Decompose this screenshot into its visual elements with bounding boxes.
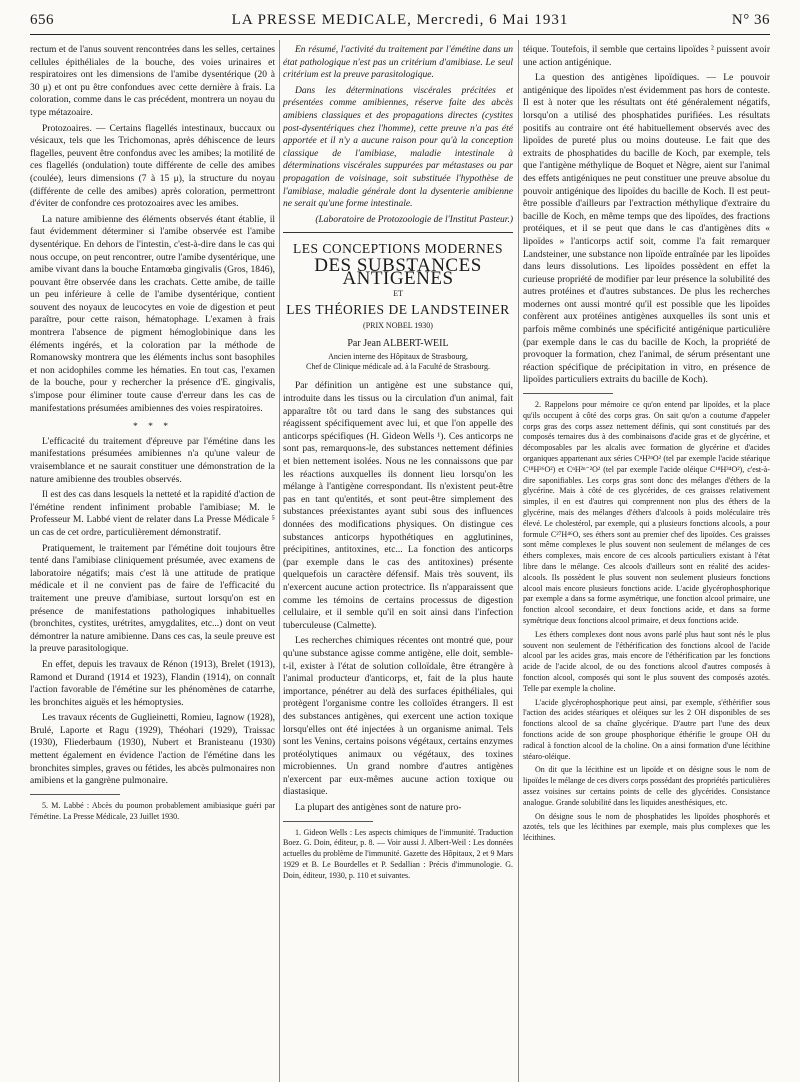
paragraph: téique. Toutefois, il semble que certains lipoïdes ² puissent avoir une action antigénique.: [523, 45, 770, 68]
paragraph: En résumé, l'activité du traitement par l'émétine dans un état pathologique n'est pas un critérium d'amibiase. Le seul critérium est la preuve parasitologique.: [283, 45, 513, 81]
paragraph: Protozoaires. — Certains flagellés intestinaux, buccaux ou vésicaux, tels que les Trichomonas, après déhiscence de leurs flagelles, peuvent être confondus avec les amibes; la motilité de ces flagellés (ondulation) toute différente de celle des amibes (coulée), leurs dimensions (7 à 15 μ), la structure du noyau (différente de celle des amibes) après coloration, permettront d'éviter de confondre ces protozoaires avec les amibes.: [30, 123, 275, 210]
footnote: 5. M. Labbé : Abcès du poumon probablement amibiasique guéri par l'émétine. La Presse Médicale, 23 Juillet 1930.: [30, 800, 275, 821]
author-affiliation: [283, 352, 513, 372]
affiliation-line: Chef de Clinique médicale ad. à la Faculté de Strasbourg.: [305, 362, 491, 372]
article-title-line-3: LES THÉORIES DE LANDSTEINER: [286, 301, 510, 317]
paragraph: Pratiquement, le traitement par l'émétine doit toujours être tenté dans l'amibiase cliniquement présumée, avec examens de laboratoire négatifs; mais c'est là une attitude de pratique médicale et il ne convient pas de faire de l'efficacité du traitement une preuve d'amibiase, surtout lorsqu'on est en présence de manifestations pathologiques inhabituelles (bronchites, cystites, urétrites, amygdalites, etc...) dont on veut démontrer la nature amibienne. Dans ces cas, la seule preuve est la preuve parasitologique.: [30, 543, 275, 655]
article-header: [283, 232, 513, 372]
journal-title: LA PRESSE MEDICALE, Mercredi, 6 Mai 1931: [231, 12, 569, 28]
header-rule: [30, 34, 770, 35]
column-separator: [518, 40, 519, 1082]
paragraph: rectum et de l'anus souvent rencontrées dans les selles, certaines cellules épithéliales de la bouche, des voies urinaires et respiratoires ont les dimensions de l'amibe dysentérique (20 à 30 μ) et ont pu être confondues avec cette dernière à frais. La coloration, comme dans le cas précédent, montrera un noyau du type métazoaire.: [30, 45, 275, 118]
paragraph: L'efficacité du traitement d'épreuve par l'émétine dans les manifestations présumées amibiennes n'a qu'une valeur de vraisemblance et ne saurait constituer une démonstration de la nature amibienne des troubles observés.: [30, 436, 275, 485]
footnote: Les éthers complexes dont nous avons parlé plus haut sont nés le plus souvent non seulement de l'éthérification des fonctions alcool de l'acide alcool par les acides gras, mais encore de l'éthérification par les fonctions acide de l'acide alcool, de ou des fonctions alcool d'autres composés à fonction alcool, composés qui sont le plus souvent des composés azotés. Telle par exemple la choline.: [523, 629, 770, 693]
column-right: [523, 44, 770, 1064]
paragraph: La question des antigènes lipoïdiques. — Le pouvoir antigénique des lipoïdes n'est évidemment pas hors de conteste. Il est à noter que les résultats ont été généralement négatifs, lorsqu'on a utilisé des phosphatides purifiées. Les résultats positifs au contraire ont été habituellement observés avec des lipoïdes de pureté plus ou moins douteuse. Le fait que des extraits de phosphatides du bacille de Koch, par exemple, tels que l'antigène méthylique de Boquet et Nègre, aient sur l'animal des effets antigéniques ne peut constituer une preuve absolue du pouvoir antigénique des lipoïdes du bacille de Koch. Il est peut-être possible d'ailleurs par l'extraction méthylique d'extraire du bacille de Koch, en même temps que des lipoïdes, des fractions protéiques, et il se peut que dans le cas d'antigènes dits « lipoïdes » l'anticorps actif soit, comme l'a fait remarquer Landsteiner, une substance non lipoïde entraînée par les lipoïdes dans leurs dissolutions. Les lipoïdes possèdent en effet la curieuse propriété de modifier par leur présence la solubilité des autres protéines et d'autres substances. De plus les recherches modernes ont aussi montré qu'il est possible que les lipoïdes confèrent aux protéines antigènes auxquelles ils sont unis et parfois même combinés une spécificité antigénique particulière (par exemple dans le cas du bacille de Koch, la propriété de provoquer la formation, chez l'animal, de sérum présentant une réaction spécifique de précipitation in vitro, en présence de lipoïdes particuliers extraits du bacille de Koch).: [523, 73, 770, 386]
paragraph: En effet, depuis les travaux de Rénon (1913), Brelet (1913), Ramond et Durand (1914 et 1923), Flandin (1914), on connaît l'action favorable de l'émétine sur les phénomènes de catarrhe, les bronchites aiguës et les hémoptysies.: [30, 659, 275, 708]
paragraph: Par définition un antigène est une substance qui, introduite dans les tissus ou la circulation d'un animal, fait apparaître tôt ou tard dans le sang des substances qui réagissent spécifiquement avec lui, et que l'on appelle des anticorps spécifiques (H. Gideon Wells ¹). Ces anticorps ne sont pas, remarquons-le, des substances nettement définies et bien nettement isolées. Nous ne les connaissons que par les réactions auxquelles ils donnent lieu lorsqu'on les mélange à l'antigène correspondant. Ils n'existent peut-être pas en tant qu'entités, et sont peut-être simplement des substances préexistantes ayant subi sous des influences données des modifications physiques. On distingue ces substances anticorps hypothétiques en agglutinines, précipitines, antitoxines, etc... La fonction des anticorps (par exemple dans le cas des antitoxines) présente quelquefois un caractère défensif. Mais très souvent, ils n'exercent aucune action protectrice. Ils n'apparaissent que comme les témoins de certains processus de digestion cellulaire, et il semble qu'il en soit ainsi dans l'infection tuberculeuse (Calmette).: [283, 381, 513, 631]
article-title-line-2: DES SUBSTANCES ANTIGÈNES: [314, 254, 482, 289]
prize-note: (PRIX NOBEL 1930): [363, 321, 433, 331]
paragraph: La nature amibienne des éléments observés étant établie, il faut évidemment déterminer si l'amibe observée est l'amibe dysentérique. En dehors de l'intestin, c'est-à-dire dans le cas qui nous occupe, on peut rencontrer, outre l'amibe dysentérique, une amibe vivant dans la bouche Entamœba gingivalis (Gros, 1846), pouvant être observée dans les crachats. Cette amibe, de taille un peu inférieure à celle de l'amibe dysentérique, contient souvent des noyaux de leucocytes en voie de digestion et peut paraître, pour cette raison, hématophage. L'examen à frais montrera l'absence de pigment hémoglobinique dans les éléments ingérés, et la coloration par la méthode de Romanowsky montrera que les éléments inclus sont basophiles et non acidophiles comme les hématies. En tout cas, l'examen de la bouche, pour y rechercher la présence d'E. gingivalis, s'impose pour éliminer toute cause d'erreur dans les cas de manifestations présumées amibiennes des voies respiratoires.: [30, 214, 275, 414]
paragraph: Il est des cas dans lesquels la netteté et la rapidité d'action de l'émétine rendent infiniment probable l'amibiase; M. le Professeur M. Labbé vient de relater dans La Presse Médicale ⁵ un cas de cet ordre, particulièrement démonstratif.: [30, 490, 275, 538]
footnote: On désigne sous le nom de phosphatides les lipoïdes phosphorés et azotés, tels que les lécithines par exemple, mais plus complexes que les lécithines.: [523, 811, 770, 843]
paragraph: Les travaux récents de Guglieinetti, Romieu, Iagnow (1928), Brulé, Laporte et Ragu (1929), Théohari (1929), Traissac (1930), Fliederbaum (1930), Nubert et Branisteanu (1930) mettent également en évidence l'action de l'émétine dans les bronchites simples, graves ou fétides, les abcès pulmonaires non amibiens et la gangrène pulmonaire.: [30, 713, 275, 787]
affiliation-line: Ancien interne des Hôpitaux de Strasbourg,: [328, 352, 468, 362]
page-number: 656: [30, 12, 54, 28]
column-separator: [279, 40, 280, 1082]
paragraph: Les recherches chimiques récentes ont montré que, pour qu'une substance agisse comme antigène, elle doit, semble-t-il, exister à l'état de solution colloïdale, être étrangère à l'animal producteur d'anticorps, et, fait de la plus haute importance, pénétrer au delà des surfaces épithéliales, qui protègent l'organisme contre les colloïdes étrangers. Il est des substances antigènes, qui exercent une action toxique lorsqu'elles ont été injectées à un organisme animal. Tels sont les Venins, certains poisons végétaux, certains enzymes protéolytiques animaux ou végétaux, des toxines microbiennes. Un grand nombre d'autres antigènes n'exercent par eux-mêmes aucune action toxique ou diastasique.: [283, 636, 513, 798]
column-left: [30, 44, 275, 1064]
footnote-rule: [523, 393, 613, 394]
paragraph: La plupart des antigènes sont de nature pro-: [295, 803, 462, 814]
footnote-rule: [30, 794, 120, 795]
issue-number: N° 36: [731, 12, 770, 28]
column-middle: [283, 44, 513, 1064]
author: Par Jean ALBERT-WEIL: [347, 337, 449, 349]
footnote: 1. Gideon Wells : Les aspects chimiques de l'immunité. Traduction Boez. G. Doin, éditeur, p. 8. — Voir aussi J. Albert-Weil : Les données actuelles du problème de l'immunité. Gazette des Hôpitaux, 2 et 9 Mars 1929 et B. Le Bourdelles et P. Sedallian : Précis d'immunologie. G. Doin, éditeur, 1930, p. 110 et suivantes.: [283, 827, 513, 880]
footnote: On dit que la lécithine est un lipoïde et on désigne sous le nom de lipoïdes le mélange de ces divers corps possédant des propriétés particulières assez voisines sur certains points de celle des glycérides. Consistance analogue. Grande solubilité dans les liquides anesthésiques, etc.: [523, 765, 770, 807]
footnote: L'acide glycérophosphorique peut ainsi, par exemple, s'éthérifier sous l'action des acides stéariques et oléiques sur les 2 OH disponibles de ses fonctions alcool de sa chaîne glycérique. D'autre part l'une des deux fonctions acide de son groupe phosphorique éthérifie le groupe OH du radical à fonction alcool de la choline. On a ainsi formation d'une lécithine stéaro-oléique.: [523, 697, 770, 761]
article-title-et: ET: [393, 289, 403, 299]
section-stars: * * *: [133, 422, 172, 433]
page-header: [30, 12, 770, 30]
footnote-rule: [283, 821, 373, 822]
paragraph: Dans les déterminations viscérales précitées et présentées comme amibiennes, réserve faite des abcès amibiens classiques et des propagations directes (cystites post-dysentériques chez l'homme), cette preuve n'a pas été apportée et il n'y a aucune raison pour qu'à la conception classique de l'amibiase, maladie intestinale à déterminations viscérales suppurées par métastases ou par propagation de voisinage, soit substituée l'hypothèse de l'amibiase, maladie générale dont la dysenterie amibienne ne serait qu'une forme intestinale.: [283, 85, 513, 210]
lab-credit: (Laboratoire de Protozoologie de l'Institut Pasteur.): [315, 214, 513, 225]
article-title-line-1: LES CONCEPTIONS MODERNES: [292, 241, 504, 257]
footnote: 2. Rappelons pour mémoire ce qu'on entend par lipoïdes, et la place qu'ils occupent à côté des corps gras. On sait qu'on a coutume d'appeler corps gras des corps assez nettement définis, qui sont constitués par des composés ternaires dus à des combinaisons d'acide gras et de glycérine, et décomposables par les alcalis avec formation de glycérine et d'acides organiques appartenant aux séries CⁿH²ⁿO² (tel par exemple l'acide stéarique C¹⁸H³⁶O²) et CⁿH²ⁿ⁻²O² (tel par exemple l'acide oléique C¹⁸H³⁴O²), c'est-à-dire saponifiables. Les corps gras sont donc des mélanges d'éthers de la glycérine. Mais à côté de ces glycérides, de ces graisses relativement simples, il en est d'autres qui comprennent non plus des éthers de la glycérine, mais des mélanges d'éthers d'alcools à poids moléculaire très élevé. Le cholestérol, par exemple, qui a plusieurs fonctions alcools, a pour formule C²⁷H⁴⁶O, ses éthers sont au premier chef des lipoïdes. Ces graisses sont même complexes le plus souvent non seulement de mélanges de ces éthers complexes, mais encore de ces alcools particuliers existant à l'état libre dans le mélange. Ces alcools d'ailleurs sont en réalité des acides-alcools. Ils possèdent le plus souvent non seulement plusieurs fonctions alcool mais encore plusieurs fonctions acide. L'acide glycérophosphorique par exemple a dans sa forme asymétrique, une fonction alcool primaire, une fonction alcool secondaire, et deux fonctions acide, et dans sa forme symétrique deux fonctions alcool primaire, et deux fonctions acide.: [523, 400, 770, 625]
